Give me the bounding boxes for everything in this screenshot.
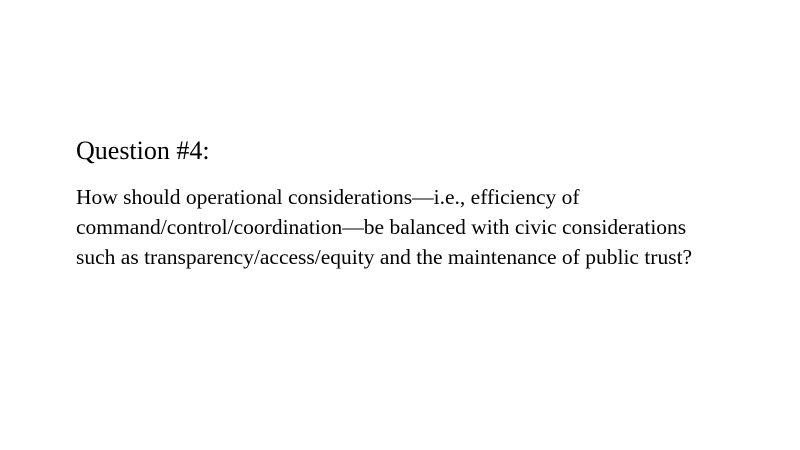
- question-line: How should operational considerations—i.e., efficiency of: [76, 185, 580, 209]
- question-text: [76, 182, 776, 272]
- question-line: command/control/coordination—be balanced with civic considerations: [76, 215, 687, 239]
- question-line: such as transparency/access/equity and the maintenance of public trust?: [76, 245, 693, 269]
- question-heading: Question #4:: [76, 136, 210, 165]
